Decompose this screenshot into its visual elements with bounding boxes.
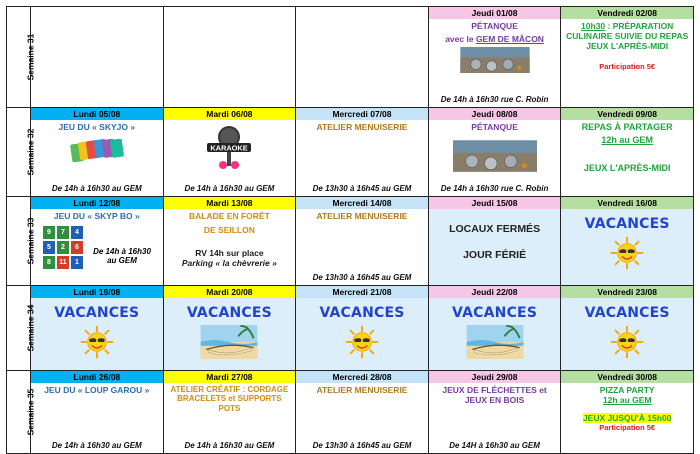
vendredi-cell (561, 7, 694, 108)
day-header: Vendredi 09/08 (561, 108, 693, 120)
week-row-34 (7, 286, 694, 371)
week-row-35 (7, 371, 694, 454)
activity-time: De 14h à 16h30 au GEM (184, 183, 275, 193)
vacances-label: VACANCES (452, 305, 538, 321)
day-header: Jeudi 22/08 (429, 286, 561, 298)
meeting-parking: Parking « la chèvrerie » (181, 258, 277, 269)
day-header: Vendredi 30/08 (561, 371, 693, 383)
lundi-cell (31, 286, 164, 371)
week-label: Semaine 31 (7, 7, 31, 108)
activity-line: 12h au GEM (601, 134, 653, 145)
activity-time: De 14h à 16h30 rue C. Robin (440, 183, 549, 193)
mardi-cell (163, 371, 296, 454)
meeting-point: RV 14h sur place (195, 248, 264, 259)
sun-icon (610, 325, 644, 359)
day-header: Jeudi 08/08 (429, 108, 561, 120)
week-row-32 (7, 108, 694, 197)
vacances-label: VACANCES (186, 305, 272, 321)
schedule-table (6, 6, 694, 454)
mardi-cell (163, 286, 296, 371)
sun-icon (345, 325, 379, 359)
vacances-label: VACANCES (584, 305, 670, 321)
mercredi-cell (296, 108, 429, 197)
jeudi-cell (428, 286, 561, 371)
activity-line: 12h au GEM (602, 395, 652, 406)
activity-title: PÉTANQUE (471, 21, 518, 31)
day-header: Lundi 26/08 (31, 371, 163, 383)
empty-cell (296, 7, 429, 108)
week-label: Semaine 33 (7, 197, 31, 286)
vacances-label: VACANCES (319, 305, 405, 321)
vendredi-cell (561, 286, 694, 371)
activity-line: DE SEILLON (203, 225, 255, 236)
day-header: Vendredi 23/08 (561, 286, 693, 298)
day-header: Vendredi 16/08 (561, 197, 693, 209)
petanque-image (458, 47, 532, 73)
day-header: Mercredi 21/08 (296, 286, 428, 298)
hammock-image (199, 325, 259, 359)
day-header: Mardi 06/08 (164, 108, 296, 120)
jeudi-cell (428, 197, 561, 286)
sun-icon (610, 236, 644, 270)
vacances-label: VACANCES (54, 305, 140, 321)
day-header: Jeudi 15/08 (429, 197, 561, 209)
week-row-33 (7, 197, 694, 286)
activity-line: JEUX L'APRÈS-MIDI (583, 163, 671, 174)
sun-icon (80, 325, 114, 359)
vendredi-cell (561, 108, 694, 197)
day-header: Mercredi 28/08 (296, 371, 428, 383)
day-header: Jeudi 29/08 (429, 371, 561, 383)
day-header: Lundi 05/08 (31, 108, 163, 120)
activity-line: CULINAIRE SUIVIE DU REPAS (566, 31, 689, 42)
week-row-31 (7, 7, 694, 108)
jeudi-cell (428, 371, 561, 454)
lundi-cell (31, 197, 164, 286)
activity-time: De 13h30 à 16h45 au GEM (312, 440, 412, 450)
activity-time: De 14h à 16h30 au GEM (93, 247, 151, 266)
day-header: Mardi 13/08 (164, 197, 296, 209)
empty-cell (163, 7, 296, 108)
day-header: Vendredi 02/08 (561, 7, 693, 19)
day-header: Lundi 12/08 (31, 197, 163, 209)
activity-title: JEUX DE FLÉCHETTES et (442, 385, 547, 395)
jeudi-cell (428, 108, 561, 197)
activity-title: 10h30 : PRÉPARATION (581, 21, 674, 31)
vendredi-cell (561, 197, 694, 286)
lundi-cell (31, 108, 164, 197)
lundi-cell (31, 371, 164, 454)
mardi-cell (163, 108, 296, 197)
holiday-notice: JOUR FÉRIÉ (463, 249, 527, 262)
svg-text:KARAOKE: KARAOKE (210, 143, 249, 153)
activity-title: ATELIER MENUISERIE (316, 122, 408, 132)
participation-text: Participation 5€ (599, 423, 656, 433)
day-header: Jeudi 01/08 (429, 7, 561, 19)
activity-title: JEU DU « LOUP GAROU » (44, 385, 150, 395)
activity-subtitle: avec le GEM DE MÂCON (445, 34, 544, 45)
vendredi-cell (561, 371, 694, 454)
activity-title: ATELIER MENUISERIE (316, 211, 408, 221)
gem-macon-link: GEM DE MÂCON (475, 34, 544, 45)
mercredi-cell (296, 197, 429, 286)
activity-title: ATELIER MENUISERIE (316, 385, 408, 395)
mercredi-cell (296, 371, 429, 454)
activity-line: JEUX EN BOIS (464, 395, 525, 406)
activity-title: JEU DU « SKYP BO » (53, 211, 140, 221)
week-label: Semaine 32 (7, 108, 31, 197)
games-until: JEUX JUSQU'À 15h00 (582, 413, 672, 424)
activity-title: ATELIER CRÉATIF : CORDAGE (170, 385, 289, 394)
activity-time: De 13h30 à 16h45 au GEM (312, 183, 412, 193)
activity-time: De 14h à 16h30 au GEM (184, 440, 275, 450)
week-label: Semaine 34 (7, 286, 31, 371)
activity-time: De 14h à 16h30 au GEM (51, 440, 142, 450)
activity-time: De 13h30 à 16h45 au GEM (312, 272, 412, 282)
empty-cell (31, 7, 164, 108)
day-header: Mercredi 14/08 (296, 197, 428, 209)
activity-line: BRACELETS et SUPPORTS POTS (177, 394, 282, 413)
activity-title: BALADE EN FORÊT (189, 211, 270, 221)
day-header: Lundi 19/08 (31, 286, 163, 298)
activity-title: PÉTANQUE (471, 122, 518, 132)
skipbo-cards-image: 9 7 4 5 2 6 8 11 1 (43, 226, 85, 269)
activity-time: De 14h à 16h30 rue C. Robin (440, 94, 549, 104)
karaoke-microphone-icon (205, 123, 253, 173)
hammock-image (465, 325, 525, 359)
vacances-label: VACANCES (584, 216, 670, 232)
week-label: Semaine 35 (7, 371, 31, 454)
mercredi-cell (296, 286, 429, 371)
activity-time: De 14H à 16h30 au GEM (449, 440, 540, 450)
activity-title: REPAS À PARTAGER (581, 122, 673, 132)
skyjo-cards-image (65, 135, 129, 165)
day-header: Mercredi 07/08 (296, 108, 428, 120)
day-header: Mardi 27/08 (164, 371, 296, 383)
closed-notice: LOCAUX FERMÉS (449, 223, 541, 235)
petanque-image (453, 140, 537, 172)
activity-title: PIZZA PARTY (599, 385, 655, 395)
jeudi-cell (428, 7, 561, 108)
activity-line: JEUX L'APRÈS-MIDI (586, 41, 669, 52)
day-header: Mardi 20/08 (164, 286, 296, 298)
mardi-cell (163, 197, 296, 286)
activity-title: JEU DU « SKYJO » (58, 122, 136, 132)
activity-time: De 14h à 16h30 au GEM (51, 183, 142, 193)
participation-text: Participation 5€ (599, 62, 656, 72)
